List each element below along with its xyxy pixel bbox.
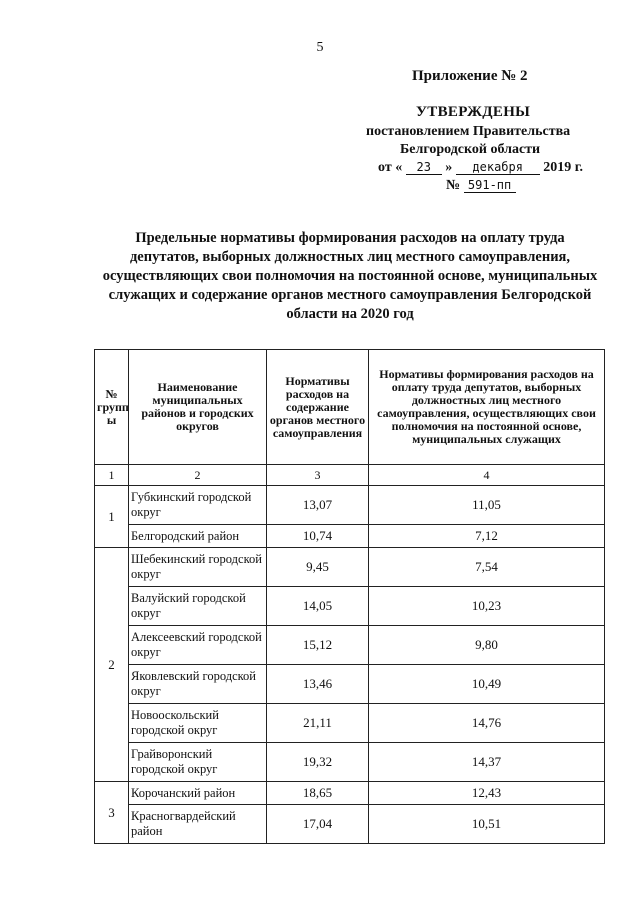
table-row	[95, 704, 605, 743]
table-row	[95, 486, 605, 525]
expense-norm-cell: 21,11	[267, 704, 369, 743]
approval-title: УТВЕРЖДЕНЫ	[416, 104, 531, 120]
column-index: 1	[95, 465, 129, 486]
date-mid: »	[445, 160, 453, 175]
municipality-name-cell: Валуйский городской округ	[129, 587, 267, 626]
page-number: 5	[316, 40, 324, 55]
appendix-label: Приложение № 2	[412, 68, 528, 84]
salary-norm-cell: 14,76	[369, 704, 605, 743]
expense-norm-cell: 9,45	[267, 548, 369, 587]
expense-norm-cell: 13,46	[267, 665, 369, 704]
column-index: 3	[267, 465, 369, 486]
salary-norm-cell: 7,54	[369, 548, 605, 587]
approval-line-resolution: постановлением Правительства	[366, 124, 571, 139]
column-index-row	[95, 465, 605, 486]
approval-number	[446, 178, 516, 194]
municipality-name-cell: Алексеевский городской округ	[129, 626, 267, 665]
expense-norm-cell: 13,07	[267, 486, 369, 525]
table-row	[95, 626, 605, 665]
number-value: 591-пп	[464, 178, 516, 193]
group-number-cell: 3	[95, 782, 129, 844]
header-municipality-name: Наименование муниципальных районов и городских округов	[129, 350, 267, 465]
column-index: 4	[369, 465, 605, 486]
expense-norm-cell: 15,12	[267, 626, 369, 665]
header-expense-norms: Нормативы расходов на содержание органов местного самоуправления	[267, 350, 369, 465]
expense-norm-cell: 18,65	[267, 782, 369, 805]
header-salary-norms: Нормативы формирования расходов на оплату труда депутатов, выборных должностных лиц местного самоуправления, осуществляющих свои полномочия на постоянной основе, муниципальных служащих	[369, 350, 605, 465]
municipality-name-cell: Губкинский городской округ	[129, 486, 267, 525]
group-number-cell: 2	[95, 548, 129, 782]
salary-norm-cell: 12,43	[369, 782, 605, 805]
table-row	[95, 665, 605, 704]
table-row	[95, 548, 605, 587]
date-prefix: от «	[378, 160, 403, 175]
municipality-name-cell: Корочанский район	[129, 782, 267, 805]
municipality-name-cell: Шебекинский городской округ	[129, 548, 267, 587]
document-title: Предельные нормативы формирования расходов на оплату труда депутатов, выборных должностных лиц местного самоуправления, осуществляющих свои полномочия на постоянной основе, муниципальных служащих и содержание органов местного самоуправления Белгородской области на 2020 год	[102, 230, 598, 322]
municipality-name-cell: Красногвардейский район	[129, 805, 267, 844]
date-month: декабря	[456, 160, 540, 175]
date-year: 2019 г.	[543, 160, 583, 175]
municipality-name-cell: Грайворонский городской округ	[129, 743, 267, 782]
approval-line-region: Белгородской области	[400, 142, 541, 157]
expense-norm-cell: 10,74	[267, 525, 369, 548]
salary-norm-cell: 10,51	[369, 805, 605, 844]
salary-norm-cell: 10,23	[369, 587, 605, 626]
group-number-cell: 1	[95, 486, 129, 548]
table-body	[95, 465, 605, 844]
table-row	[95, 525, 605, 548]
column-index: 2	[129, 465, 267, 486]
header-group-number: № групп ы	[95, 350, 129, 465]
number-prefix: №	[446, 178, 461, 193]
salary-norm-cell: 9,80	[369, 626, 605, 665]
table-row	[95, 743, 605, 782]
municipality-name-cell: Яковлевский городской округ	[129, 665, 267, 704]
table-row	[95, 587, 605, 626]
salary-norm-cell: 7,12	[369, 525, 605, 548]
salary-norm-cell: 14,37	[369, 743, 605, 782]
salary-norm-cell: 11,05	[369, 486, 605, 525]
table-row	[95, 782, 605, 805]
salary-norm-cell: 10,49	[369, 665, 605, 704]
expense-norm-cell: 19,32	[267, 743, 369, 782]
municipality-name-cell: Белгородский район	[129, 525, 267, 548]
norms-table	[94, 349, 605, 844]
expense-norm-cell: 17,04	[267, 805, 369, 844]
date-day: 23	[406, 160, 442, 175]
table-row	[95, 805, 605, 844]
municipality-name-cell: Новооскольский городской округ	[129, 704, 267, 743]
approval-date	[378, 160, 583, 176]
expense-norm-cell: 14,05	[267, 587, 369, 626]
